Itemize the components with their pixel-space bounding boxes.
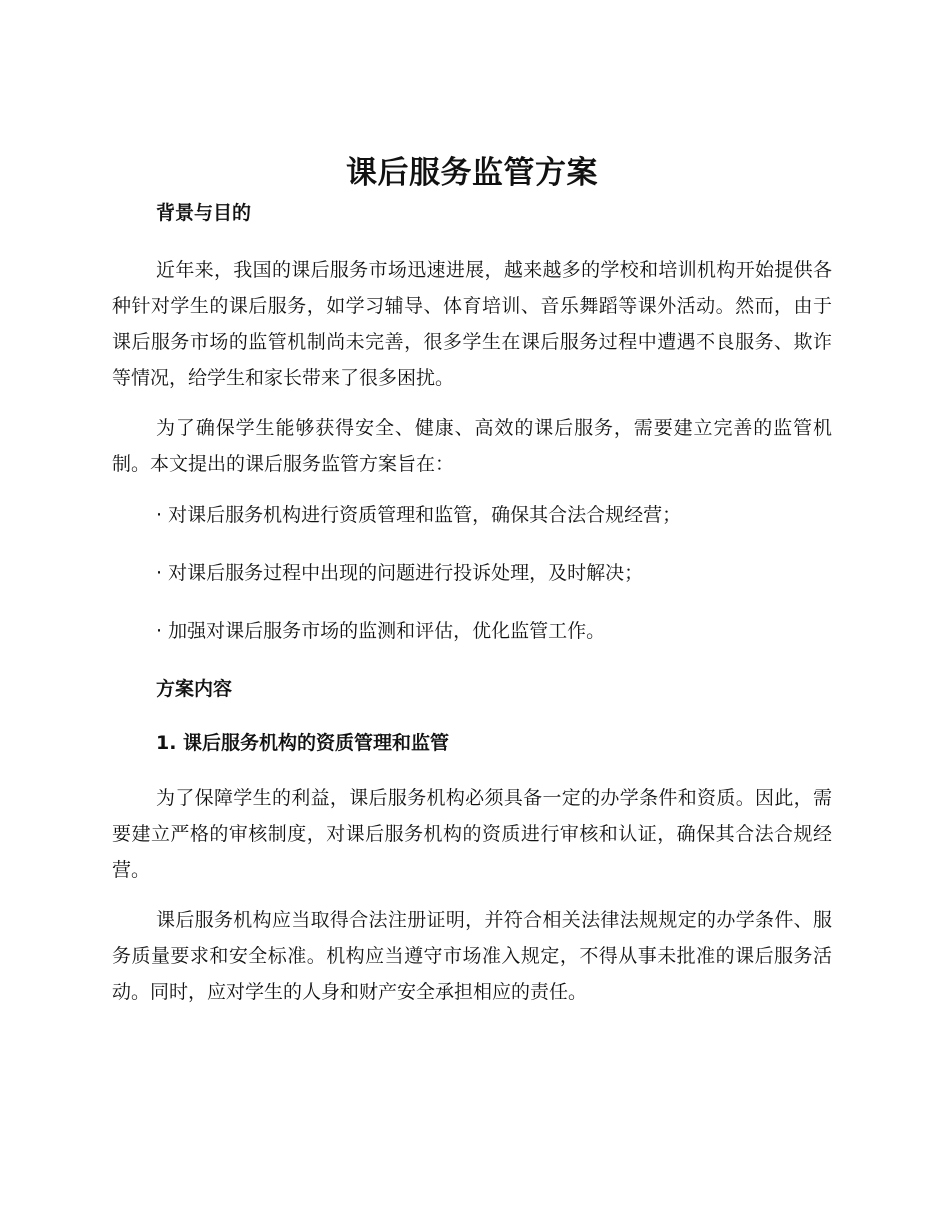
section-heading-plan: 方案内容 bbox=[156, 678, 233, 700]
paragraph-background-2: 为了确保学生能够获得安全、健康、高效的课后服务，需要建立完善的监管机制。本文提出的课后服务监管方案旨在： bbox=[112, 417, 832, 475]
document-content bbox=[112, 150, 832, 1024]
aim-item: · 对课后服务机构进行资质管理和监管，确保其合法合规经营； bbox=[156, 504, 682, 526]
subsection-heading-1: 1. 课后服务机构的资质管理和监管 bbox=[156, 732, 450, 754]
paragraph-section1-1: 为了保障学生的利益，课后服务机构必须具备一定的办学条件和资质。因此，需要建立严格的审核制度，对课后服务机构的资质进行审核和认证，确保其合法合规经营。 bbox=[112, 787, 832, 881]
section-heading-background: 背景与目的 bbox=[156, 202, 252, 224]
aims-list bbox=[112, 500, 832, 646]
document-title: 课后服务监管方案 bbox=[346, 155, 598, 191]
paragraph-background-1: 近年来，我国的课后服务市场迅速进展，越来越多的学校和培训机构开始提供各种针对学生的课后服务，如学习辅导、体育培训、音乐舞蹈等课外活动。然而，由于课后服务市场的监管机制尚未完善，很多学生在课后服务过程中遭遇不良服务、欺诈等情况，给学生和家长带来了很多困扰。 bbox=[112, 259, 832, 389]
paragraph-section1-2: 课后服务机构应当取得合法注册证明，并符合相关法律法规规定的办学条件、服务质量要求和安全标准。机构应当遵守市场准入规定，不得从事未批准的课后服务活动。同时，应对学生的人身和财产安全承担相应的责任。 bbox=[112, 909, 832, 1003]
aim-item: · 加强对课后服务市场的监测和评估，优化监管工作。 bbox=[156, 620, 606, 642]
aim-item: · 对课后服务过程中出现的问题进行投诉处理，及时解决； bbox=[156, 562, 644, 584]
